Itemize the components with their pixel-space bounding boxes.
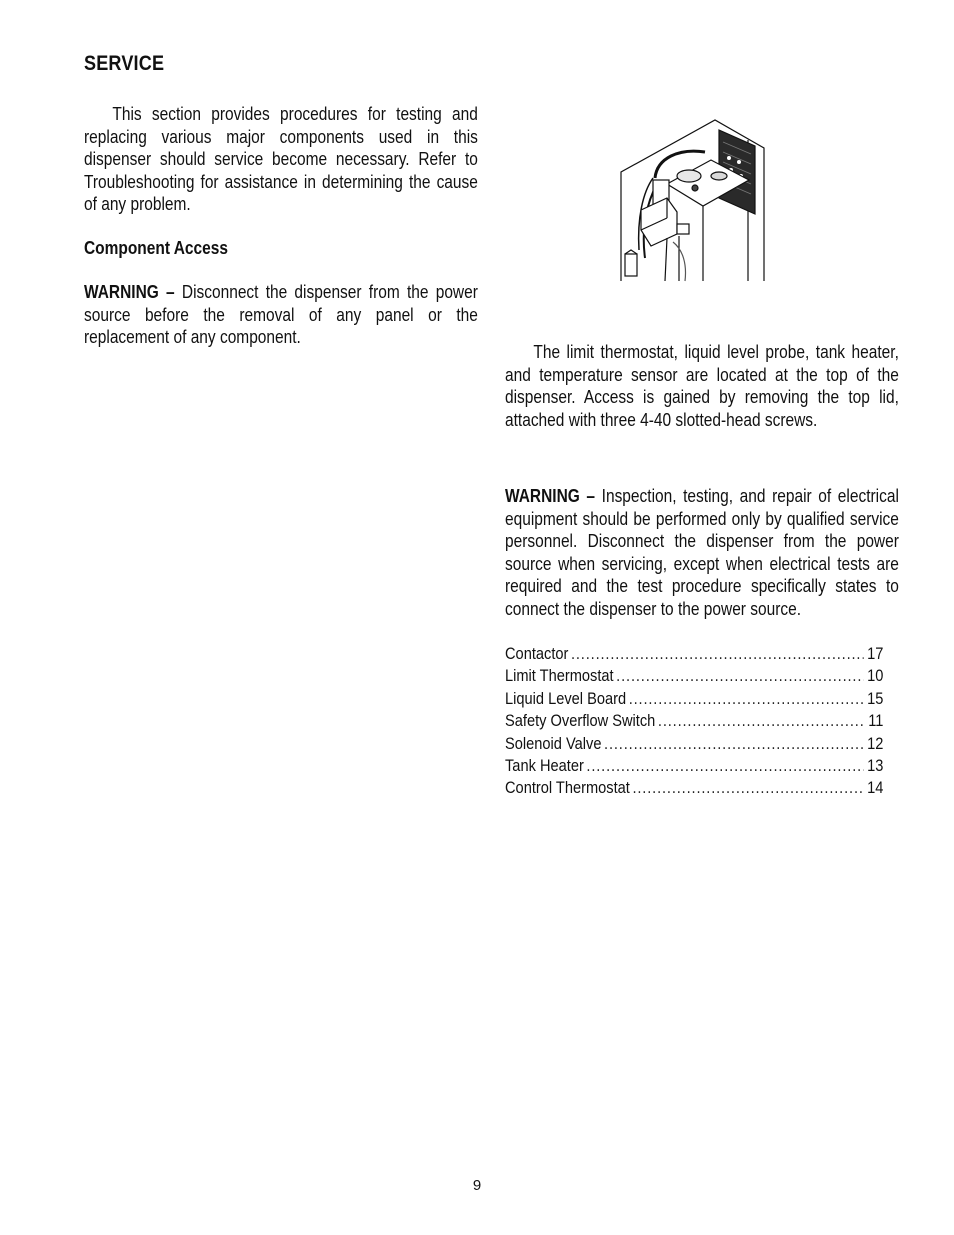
toc-item[interactable]	[505, 643, 883, 665]
toc-item-title: Limit Thermostat	[505, 666, 614, 686]
intro-paragraph: This section provides procedures for testing and replacing various major components used in this dispenser should service become necessary. Refer to Troubleshooting for assistance in determining the cause of any problem.	[84, 104, 478, 215]
component-access-heading: Component Access	[84, 237, 228, 258]
page-number: 9	[472, 1177, 482, 1194]
section-title: SERVICE	[84, 52, 165, 75]
warning-text: Disconnect the dispenser from the power source before the removal of any panel or the replacement of any component.	[84, 281, 478, 348]
toc-leader-dots	[616, 665, 864, 687]
electrical-warning	[505, 485, 899, 621]
toc-item-title: Safety Overflow Switch	[505, 711, 656, 731]
toc-item[interactable]	[505, 755, 883, 777]
toc-leader-dots	[571, 643, 864, 665]
toc-item[interactable]	[505, 710, 883, 732]
toc-item-page: 13	[867, 755, 884, 775]
electrical-warning-text: Inspection, testing, and repair of electrical equipment should be performed only by qualified service personnel. Disconnect the dispenser from the power source when servicing, except when electrical tests are required and the test procedure specifically states to connect the dispenser to the power source.	[505, 486, 899, 619]
toc-leader-dots	[604, 733, 864, 755]
toc-leader-dots	[632, 777, 863, 799]
toc-item-page: 17	[867, 644, 884, 663]
toc-item-title: Solenoid Valve	[505, 733, 602, 753]
toc-item-title: Contactor	[505, 644, 569, 663]
toc-item-title: Control Thermostat	[505, 778, 630, 798]
toc-item[interactable]	[505, 665, 883, 687]
toc-leader-dots	[629, 688, 864, 710]
component-index	[505, 643, 883, 800]
toc-leader-dots	[658, 710, 865, 732]
toc-item-title: Tank Heater	[505, 755, 584, 775]
toc-item-page: 10	[867, 666, 884, 686]
dispenser-top-cutaway-icon	[617, 118, 769, 283]
toc-item-page: 12	[867, 733, 884, 753]
toc-item-page: 14	[867, 778, 884, 798]
toc-item-page: 15	[867, 688, 884, 708]
toc-leader-dots	[586, 755, 863, 777]
component-access-warning	[84, 281, 478, 349]
toc-item-page: 11	[868, 711, 884, 731]
warning-label: WARNING –	[84, 281, 175, 302]
toc-item[interactable]	[505, 733, 883, 755]
figure-caption: The limit thermostat, liquid level probe, tank heater, and temperature sensor are located at the top of the dispenser. Access is gained by removing the top lid, attached with three 4-40 slotted-head screws.	[505, 342, 899, 430]
toc-item[interactable]	[505, 777, 883, 799]
left-column	[84, 52, 542, 349]
toc-item-title: Liquid Level Board	[505, 688, 627, 708]
electrical-warning-label: WARNING –	[505, 486, 596, 506]
toc-item[interactable]	[505, 688, 883, 710]
dispenser-illustration	[617, 118, 769, 283]
